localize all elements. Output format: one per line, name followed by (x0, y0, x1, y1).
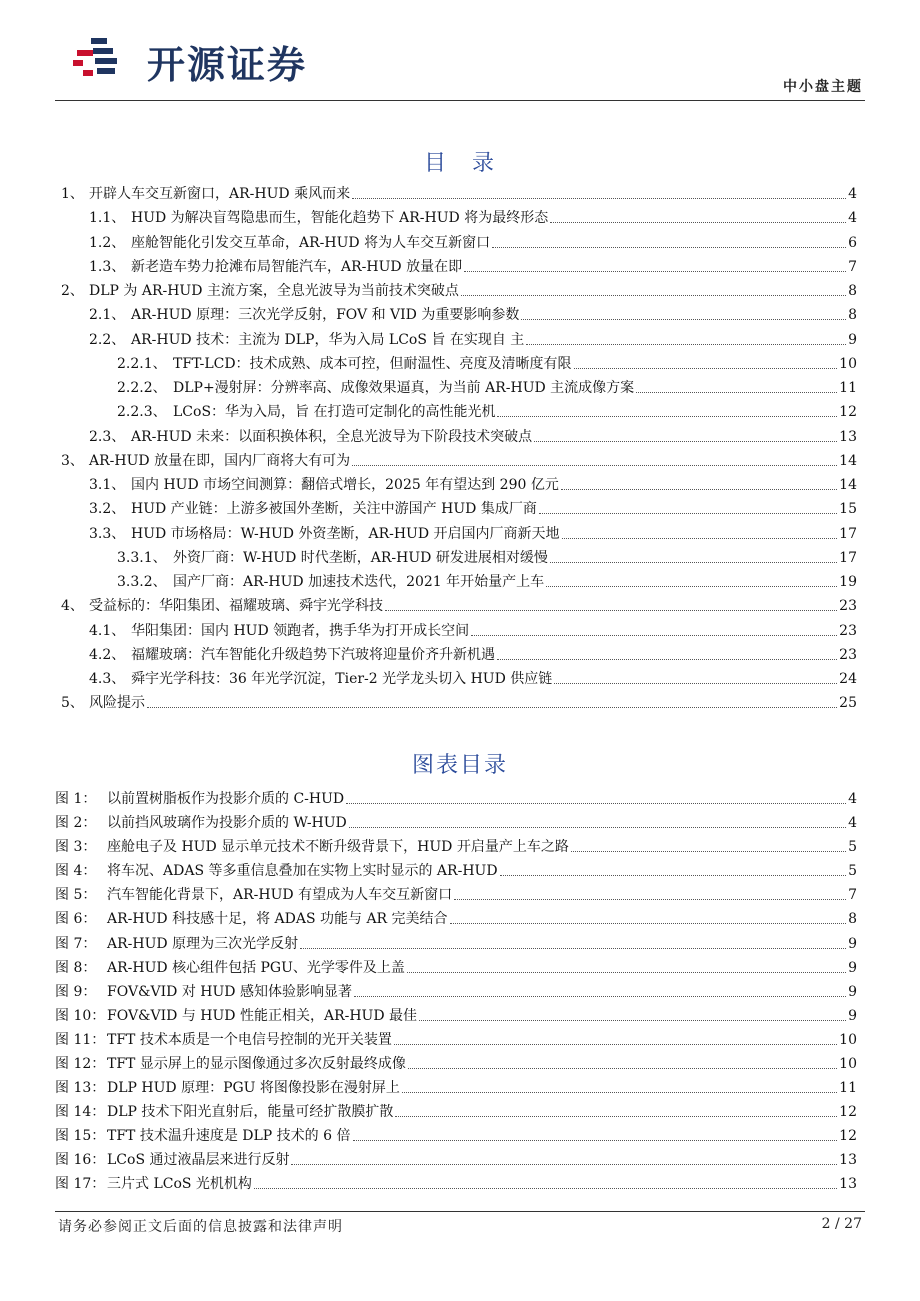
toc-entry-number: 3、 (61, 453, 84, 469)
figure-leader-dots (349, 827, 846, 828)
toc-leader-dots (497, 416, 837, 417)
figure-caption: TFT 显示屏上的显示图像通过多次反射最终成像 (107, 1056, 406, 1072)
toc-entry-number: 4.2、 (89, 647, 126, 663)
figure-entry[interactable] (55, 1147, 857, 1169)
toc-entry-number: 3.3.1、 (117, 550, 167, 566)
figure-caption: 以前置树脂板作为投影介质的 C-HUD (107, 791, 345, 807)
figure-number: 图 16： (55, 1152, 106, 1168)
figure-leader-dots (419, 1020, 846, 1021)
toc-entry-title: HUD 产业链：上游多被国外垄断，关注中游国产 HUD 集成厂商 (131, 501, 537, 517)
figure-page: 8 (848, 911, 857, 927)
toc-entry-number: 4、 (61, 598, 84, 614)
figure-entry[interactable] (55, 810, 857, 832)
toc-entry-page: 8 (848, 307, 857, 323)
toc-entry[interactable] (89, 230, 857, 252)
toc-leader-dots (461, 295, 846, 296)
toc-entry[interactable] (89, 424, 857, 446)
company-logo-icon (67, 30, 137, 80)
toc-entry[interactable] (89, 472, 857, 494)
toc-entry-number: 1.1、 (89, 210, 126, 226)
figure-number: 图 9： (55, 984, 97, 1000)
toc-entry-page: 23 (839, 623, 857, 639)
figure-page: 13 (839, 1176, 857, 1192)
toc-title: 目 录 (423, 151, 496, 176)
toc-entry-title: HUD 为解决盲驾隐患而生，智能化趋势下 AR-HUD 将为最终形态 (131, 210, 549, 226)
figure-number: 图 17： (55, 1176, 106, 1192)
toc-leader-dots (464, 271, 846, 272)
figure-entry[interactable] (55, 834, 857, 856)
toc-entry-page: 4 (848, 210, 857, 226)
figure-entry[interactable] (55, 1123, 857, 1145)
toc-entry-title: DLP 为 AR-HUD 主流方案，全息光波导为当前技术突破点 (89, 283, 459, 299)
figure-caption: 以前挡风玻璃作为投影介质的 W-HUD (107, 815, 347, 831)
toc-entry-number: 5、 (61, 695, 84, 711)
toc-entry-number: 2、 (61, 283, 84, 299)
toc-entry[interactable] (117, 399, 857, 421)
toc-entry-title: HUD 市场格局：W-HUD 外资垄断，AR-HUD 开启国内厂商新天地 (131, 526, 560, 542)
figure-number: 图 10： (55, 1008, 106, 1024)
figure-entry[interactable] (55, 931, 857, 953)
figure-leader-dots (395, 1116, 837, 1117)
toc-leader-dots (546, 586, 837, 587)
figure-page: 10 (839, 1056, 857, 1072)
figure-caption: 三片式 LCoS 光机机构 (107, 1176, 252, 1192)
toc-entry-page: 4 (848, 186, 857, 202)
figure-entry[interactable] (55, 1075, 857, 1097)
company-name: 开源证券 (147, 43, 308, 87)
figure-page: 4 (848, 791, 857, 807)
figure-number: 图 4： (55, 863, 97, 879)
toc-leader-dots (550, 222, 846, 223)
figure-number: 图 8： (55, 960, 97, 976)
figure-page: 12 (839, 1104, 857, 1120)
toc-entry-page: 15 (839, 501, 857, 517)
toc-entry-page: 7 (848, 259, 857, 275)
header-divider (55, 100, 865, 101)
toc-entry[interactable] (89, 496, 857, 518)
toc-leader-dots (471, 635, 837, 636)
toc-leader-dots (574, 368, 838, 369)
footer-divider (55, 1211, 865, 1212)
toc-entry-page: 23 (839, 647, 857, 663)
figure-caption: FOV&VID 与 HUD 性能正相关，AR-HUD 最佳 (107, 1008, 418, 1024)
toc-entry[interactable] (61, 278, 857, 300)
figure-entry[interactable] (55, 1027, 857, 1049)
toc-entry-number: 2.2、 (89, 332, 126, 348)
figure-entry[interactable] (55, 1171, 857, 1193)
toc-entry[interactable] (61, 448, 857, 470)
toc-entry-title: DLP+漫射屏：分辨率高、成像效果逼真，为当前 AR-HUD 主流成像方案 (173, 380, 635, 396)
toc-entry-page: 14 (839, 453, 857, 469)
figure-leader-dots (407, 972, 846, 973)
toc-entry[interactable] (117, 545, 857, 567)
toc-leader-dots (562, 538, 838, 539)
toc-leader-dots (147, 707, 837, 708)
toc-entry-page: 9 (848, 332, 857, 348)
toc-entry-title: AR-HUD 未来：以面积换体积，全息光波导为下阶段技术突破点 (131, 429, 533, 445)
figure-leader-dots (402, 1092, 837, 1093)
toc-leader-dots (554, 683, 837, 684)
figure-leader-dots (450, 923, 847, 924)
figure-number: 图 3： (55, 839, 97, 855)
page-indicator: 2 / 27 (821, 1216, 862, 1232)
toc-leader-dots (550, 562, 837, 563)
toc-leader-dots (352, 198, 846, 199)
toc-entry-number: 2.2.1、 (117, 356, 167, 372)
toc-entry-title: AR-HUD 技术：主流为 DLP，华为入局 LCoS 旨 在实现自 主 (131, 332, 525, 348)
figure-entry[interactable] (55, 1051, 857, 1073)
figure-number: 图 15： (55, 1128, 106, 1144)
figure-caption: TFT 技术温升速度是 DLP 技术的 6 倍 (107, 1128, 351, 1144)
figure-caption: 将车况、ADAS 等多重信息叠加在实物上实时显示的 AR-HUD (107, 863, 498, 879)
toc-entry-title: 受益标的：华阳集团、福耀玻璃、舜宇光学科技 (89, 598, 383, 614)
figure-number: 图 11： (55, 1032, 106, 1048)
toc-entry-title: 国内 HUD 市场空间测算：翻倍式增长，2025 年有望达到 290 亿元 (131, 477, 559, 493)
toc-entry-number: 4.1、 (89, 623, 126, 639)
toc-entry[interactable] (61, 593, 857, 615)
figure-leader-dots (571, 851, 846, 852)
figure-caption: TFT 技术本质是一个电信号控制的光开关装置 (107, 1032, 392, 1048)
figure-caption: DLP HUD 原理：PGU 将图像投影在漫射屏上 (107, 1080, 400, 1096)
figure-entry[interactable] (55, 1003, 857, 1025)
figure-leader-dots (394, 1044, 837, 1045)
toc-entry-page: 6 (848, 235, 857, 251)
toc-leader-dots (521, 319, 846, 320)
figure-number: 图 6： (55, 911, 97, 927)
page-header (55, 18, 865, 100)
figure-caption: AR-HUD 原理为三次光学反射 (107, 936, 299, 952)
toc-entry-title: 福耀玻璃：汽车智能化升级趋势下汽玻将迎量价齐升新机遇 (131, 647, 495, 663)
figure-caption: DLP 技术下阳光直射后，能量可经扩散膜扩散 (107, 1104, 394, 1120)
toc-entry[interactable] (89, 254, 857, 276)
toc-entry-title: AR-HUD 放量在即，国内厂商将大有可为 (89, 453, 351, 469)
toc-entry[interactable] (89, 327, 857, 349)
toc-entry-page: 17 (839, 526, 857, 542)
toc-entry-title: 外资厂商：W-HUD 时代垄断，AR-HUD 研发进展相对缓慢 (173, 550, 548, 566)
toc-leader-dots (636, 392, 837, 393)
toc-leader-dots (539, 513, 837, 514)
figure-leader-dots (454, 899, 846, 900)
figure-entry[interactable] (55, 858, 857, 880)
toc-entry-page: 8 (848, 283, 857, 299)
toc-entry[interactable] (89, 618, 857, 640)
toc-leader-dots (352, 465, 837, 466)
toc-entry[interactable] (61, 181, 857, 203)
toc-entry-title: 华阳集团：国内 HUD 领跑者，携手华为打开成长空间 (131, 623, 470, 639)
toc-entry-page: 14 (839, 477, 857, 493)
toc-entry-number: 1.2、 (89, 235, 126, 251)
figure-entry[interactable] (55, 906, 857, 928)
figure-entry[interactable] (55, 786, 857, 808)
toc-entry-title: AR-HUD 原理：三次光学反射，FOV 和 VID 为重要影响参数 (131, 307, 520, 323)
toc-entry-number: 2.1、 (89, 307, 126, 323)
toc-entry-title: 风险提示 (89, 695, 145, 711)
toc-entry-title: 开辟人车交互新窗口，AR-HUD 乘风而来 (89, 186, 351, 202)
figure-page: 9 (848, 936, 857, 952)
figure-entry[interactable] (55, 882, 857, 904)
figure-leader-dots (408, 1068, 837, 1069)
toc-entry-number: 2.3、 (89, 429, 126, 445)
figure-caption: 汽车智能化背景下，AR-HUD 有望成为人车交互新窗口 (107, 887, 453, 903)
toc-entry-number: 3.2、 (89, 501, 126, 517)
toc-entry[interactable] (61, 690, 857, 712)
toc-entry[interactable] (117, 351, 857, 373)
figure-number: 图 7： (55, 936, 97, 952)
figure-leader-dots (500, 875, 847, 876)
figure-number: 图 5： (55, 887, 97, 903)
toc-entry-title: 座舱智能化引发交互革命，AR-HUD 将为人车交互新窗口 (131, 235, 491, 251)
figure-page: 11 (839, 1080, 857, 1096)
toc-entry[interactable] (117, 375, 857, 397)
toc-leader-dots (497, 659, 837, 660)
toc-entry-title: 舜宇光学科技：36 年光学沉淀，Tier-2 光学龙头切入 HUD 供应链 (131, 671, 553, 687)
report-category: 中小盘主题 (783, 79, 863, 95)
figure-page: 9 (848, 1008, 857, 1024)
toc-entry[interactable] (117, 569, 857, 591)
figure-page: 9 (848, 960, 857, 976)
toc-leader-dots (385, 610, 837, 611)
toc-entry-page: 10 (839, 356, 857, 372)
toc-entry-page: 24 (839, 671, 857, 687)
toc-leader-dots (526, 344, 846, 345)
figure-caption: 座舱电子及 HUD 显示单元技术不断升级背景下，HUD 开启量产上车之路 (107, 839, 569, 855)
figure-page: 5 (848, 863, 857, 879)
toc-entry[interactable] (89, 302, 857, 324)
figure-page: 7 (848, 887, 857, 903)
toc-leader-dots (492, 247, 846, 248)
toc-entry[interactable] (89, 521, 857, 543)
figure-entry[interactable] (55, 1099, 857, 1121)
toc-entry-page: 17 (839, 550, 857, 566)
figure-number: 图 13： (55, 1080, 106, 1096)
toc-entry[interactable] (89, 666, 857, 688)
figure-leader-dots (254, 1188, 837, 1189)
toc-entry-page: 25 (839, 695, 857, 711)
toc-entry-number: 2.2.3、 (117, 404, 167, 420)
figure-caption: LCoS 通过液晶层来进行反射 (107, 1152, 290, 1168)
figure-page: 13 (839, 1152, 857, 1168)
toc-entry-number: 3.3.2、 (117, 574, 167, 590)
figure-page: 4 (848, 815, 857, 831)
toc-entry-number: 1.3、 (89, 259, 126, 275)
figure-number: 图 14： (55, 1104, 106, 1120)
toc-leader-dots (561, 489, 837, 490)
toc-entry-page: 12 (839, 404, 857, 420)
figure-leader-dots (346, 803, 846, 804)
figure-leader-dots (354, 996, 846, 997)
toc-entry[interactable] (89, 642, 857, 664)
figure-page: 5 (848, 839, 857, 855)
figures-title: 图表目录 (411, 753, 508, 778)
figure-page: 9 (848, 984, 857, 1000)
toc-entry-number: 4.3、 (89, 671, 126, 687)
toc-entry-number: 2.2.2、 (117, 380, 167, 396)
toc-entry-page: 13 (839, 429, 857, 445)
footer-disclaimer: 请务必参阅正文后面的信息披露和法律声明 (58, 1219, 343, 1235)
toc-leader-dots (534, 441, 837, 442)
toc-entry-page: 11 (839, 380, 857, 396)
toc-entry-title: TFT-LCD：技术成熟、成本可控，但耐温性、亮度及清晰度有限 (173, 356, 572, 372)
figure-page: 12 (839, 1128, 857, 1144)
figure-leader-dots (291, 1164, 837, 1165)
figure-number: 图 1： (55, 791, 97, 807)
figure-caption: AR-HUD 科技感十足，将 ADAS 功能与 AR 完美结合 (107, 911, 448, 927)
toc-entry-title: 国产厂商：AR-HUD 加速技术迭代，2021 年开始量产上车 (173, 574, 545, 590)
figure-entry[interactable] (55, 955, 857, 977)
figure-leader-dots (353, 1140, 838, 1141)
figure-page: 10 (839, 1032, 857, 1048)
toc-entry-number: 3.1、 (89, 477, 126, 493)
toc-entry-title: LCoS：华为入局，旨 在打造可定制化的高性能光机 (173, 404, 496, 420)
figure-number: 图 12： (55, 1056, 106, 1072)
toc-entry-page: 23 (839, 598, 857, 614)
figure-leader-dots (300, 948, 846, 949)
figure-number: 图 2： (55, 815, 97, 831)
figure-caption: AR-HUD 核心组件包括 PGU、光学零件及上盖 (107, 960, 405, 976)
toc-entry-page: 19 (839, 574, 857, 590)
toc-entry-number: 1、 (61, 186, 84, 202)
toc-entry[interactable] (89, 205, 857, 227)
toc-entry-title: 新老造车势力抢滩布局智能汽车，AR-HUD 放量在即 (131, 259, 463, 275)
figure-entry[interactable] (55, 979, 857, 1001)
figure-caption: FOV&VID 对 HUD 感知体验影响显著 (107, 984, 352, 1000)
toc-entry-number: 3.3、 (89, 526, 126, 542)
